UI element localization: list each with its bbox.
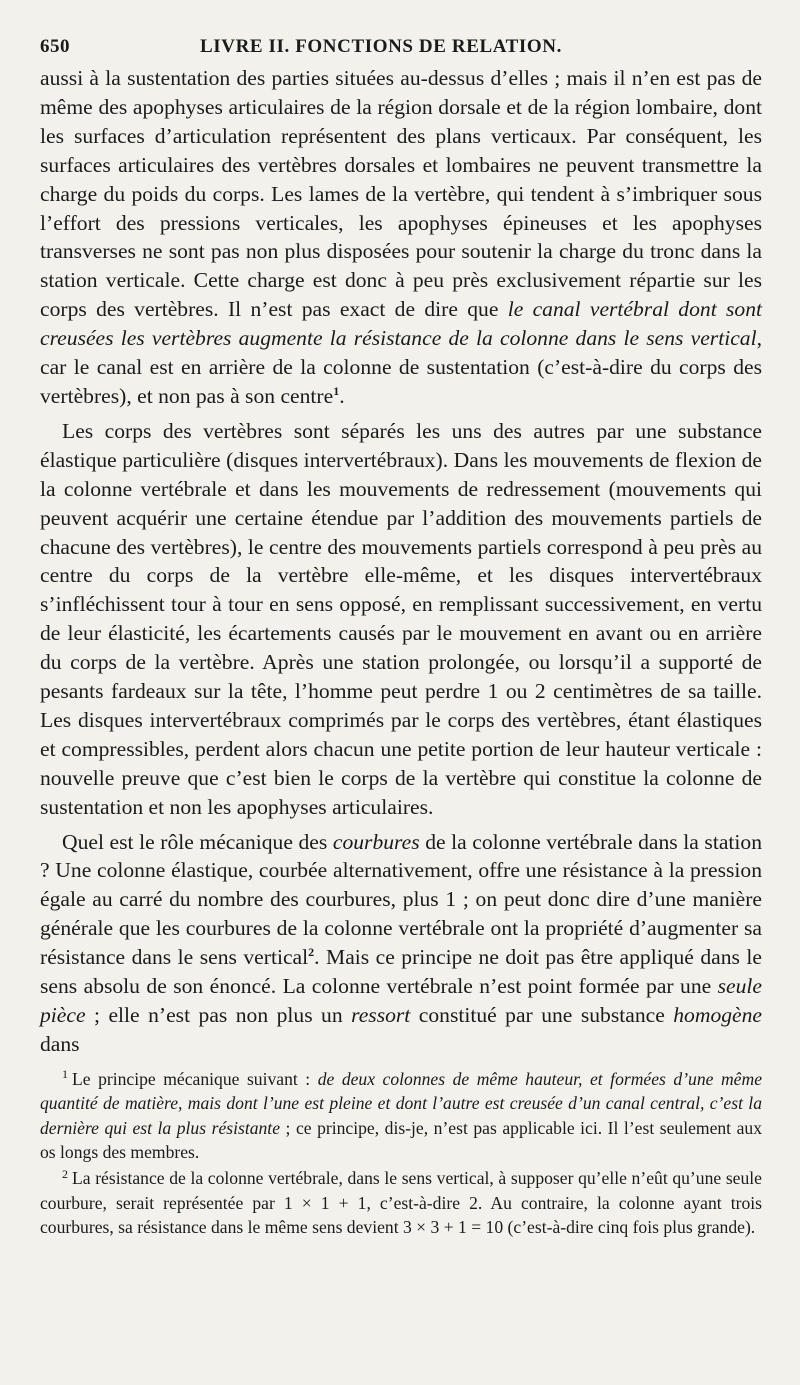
text-run: de la colonne vertébrale dans la station ? Une colonne élastique, courbée alternativement, offre une résistance à la pression égale au carré du nombre des courbures, plus 1 ; on peut donc dire d’une manière générale que les courbures de la colonne vertébrale ont la propriété d’augmenter sa résistance dans le sens vertical — [40, 829, 762, 970]
footnote-mark: 1 — [62, 1066, 68, 1081]
running-title: LIVRE II. FONCTIONS DE RELATION. — [200, 36, 562, 57]
italic-text: de deux colonnes de même hauteur, et formées d’une même quantité de matière, mais dont l’une est pleine et dont l’autre est creusée d’un canal central, c’est la dernière qui est la plus résistante — [40, 1068, 763, 1138]
paragraph-1 — [40, 64, 762, 411]
text-run: , car le canal est en arrière de la colonne de sustentation (c’est-à-dire du corps des vertèbres), et non pas à son centre — [40, 326, 762, 408]
paragraph-2 — [40, 417, 762, 822]
text-run: aussi à la sustentation des parties situées au-dessus d’elles ; mais il n’en est pas de même des apophyses articulaires de la région dorsale et de la région lombaire, dont les surfaces d’articulation représentent des plans verticaux. Par conséquent, les surfaces articulaires des vertèbres dorsales et lombaires ne peuvent transmettre la charge du poids du corps. Les lames de la vertèbre, qui tendent à s’imbriquer sous l’effort des pressions verticales, les apophyses épineuses et les apophyses transverses ne sont pas non plus disposées pour soutenir la charge du tronc dans la station verticale. Cette charge est donc à peu près exclusivement répartie sur les corps des vertèbres. Il n’est pas exact de dire que — [40, 66, 762, 322]
text-run: Le principe mécanique suivant : — [72, 1068, 318, 1089]
italic-text: homogène — [673, 1003, 762, 1027]
text-run: dans — [40, 1031, 80, 1056]
footnote-2 — [40, 1166, 762, 1239]
italic-text: ressort — [351, 1003, 411, 1027]
footnote-ref: 2 — [308, 945, 315, 959]
text-run: . Mais ce principe ne doit pas être appliqué dans le sens absolu de son énoncé. La colonne vertébrale n’est point formée par une — [40, 945, 762, 999]
italic-text: courbures — [332, 829, 420, 854]
text-run: La résistance de la colonne vertébrale, dans le sens vertical, à supposer qu’elle n’eût qu’une seule courbure, serait représentée par 1 × 1 + 1, c’est-à-dire 2. Au contraire, la colonne ayant trois courbures, sa résistance dans le même sens devient 3 × 3 + 1 = 10 (c’est-à-dire cinq fois plus grande). — [40, 1168, 762, 1238]
footnote-1 — [40, 1067, 762, 1165]
text-run: Quel est le rôle mécanique des — [62, 829, 333, 854]
footnote-ref: 1 — [333, 383, 340, 398]
italic-text: seule pièce — [40, 974, 762, 1027]
text-run: constitué par une substance — [410, 1003, 674, 1027]
footnotes — [40, 1067, 762, 1240]
text-run: Les corps des vertèbres sont séparés les uns des autres par une substance élastique particulière (disques intervertébraux). Dans les mouvements de flexion de la colonne vertébrale et dans les mouvements de redressement (mouvements qui peuvent acquérir une certaine étendue par l’addition des mouvements partiels de chacune des vertèbres), le centre des mouvements partiels correspond à peu près au centre du corps de la vertèbre elle-même, et les disques intervertébraux s’infléchissent tour à tour en sens opposé, en remplissant successivement, en vertu de leur élasticité, les écartements causés par le mouvement en avant ou en arrière du corps de la vertèbre. Après une station prolongée, ou lorsqu’il a supporté de pesants fardeaux sur la tête, l’homme peut perdre 1 ou 2 centimètres de sa taille. Les disques intervertébraux comprimés par le corps des vertèbres, étant élastiques et compressibles, perdent alors chacun une petite portion de leur hauteur verticale : nouvelle preuve que c’est bien le corps de la vertèbre qui constitue la colonne de sustentation et non les apophyses articulaires. — [40, 418, 762, 819]
page-number: 650 — [40, 36, 70, 57]
text-run: . — [339, 383, 345, 408]
page-header — [40, 30, 762, 64]
paragraph-3 — [40, 828, 762, 1059]
text-run: ; ce principe, dis-je, n’est pas applicable ici. Il l’est seulement aux os longs des membres. — [40, 1117, 762, 1163]
body-text — [40, 64, 762, 1059]
text-run: ; elle n’est pas non plus un — [85, 1003, 352, 1027]
italic-text: le canal vertébral dont sont creusées les vertèbres augmente la résistance de la colonne dans le sens vertical — [40, 297, 762, 351]
footnote-mark: 2 — [62, 1166, 68, 1181]
